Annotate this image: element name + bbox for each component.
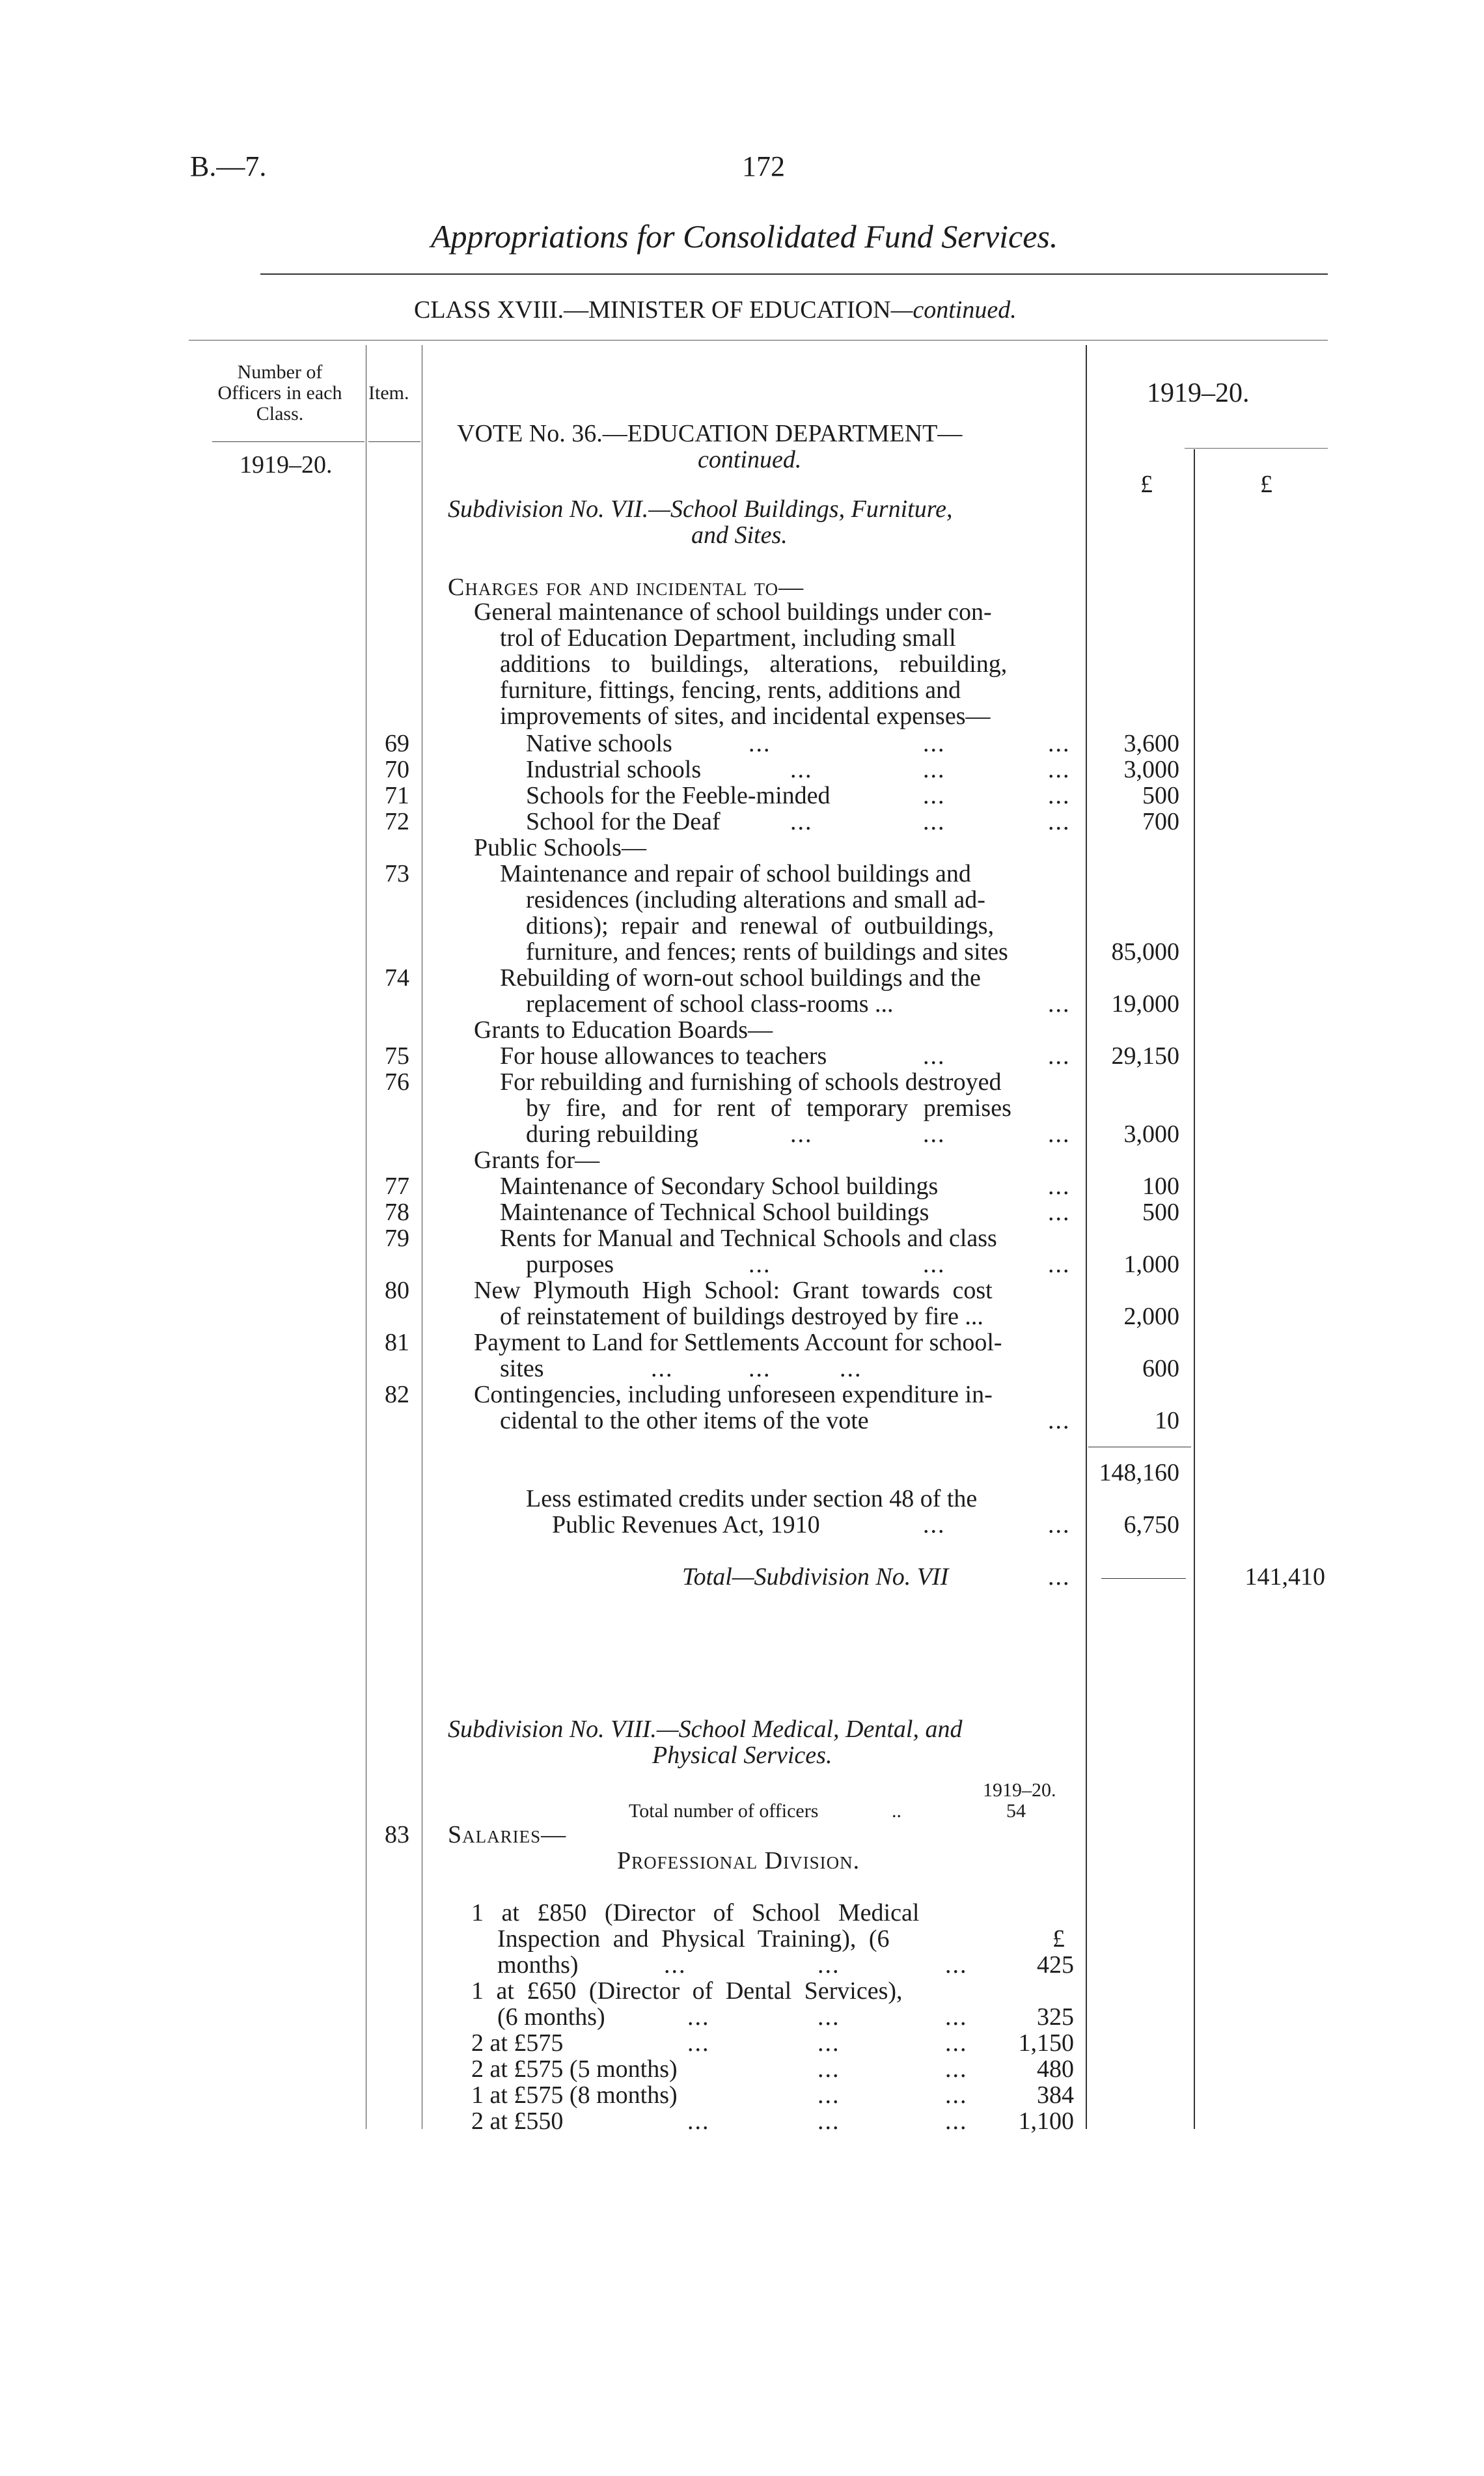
text-line: (6 months)	[497, 2003, 605, 2031]
text-line: improvements of sites, and incidental expenses—	[500, 702, 991, 730]
item-number: 71	[385, 782, 409, 809]
item-80-text	[474, 1277, 993, 1329]
leader-dots: ...	[818, 2107, 840, 2135]
officers-header-line: Class.	[256, 403, 304, 424]
text-line: Contingencies, including unforeseen expenditure in-	[474, 1381, 993, 1408]
leader-dots: ...	[923, 730, 946, 757]
item-amount: 700	[1142, 808, 1179, 835]
class-title	[414, 297, 1017, 323]
salary-amount: 1,150	[1018, 2029, 1074, 2057]
item-amount: 1,000	[1123, 1251, 1179, 1278]
item-label: For house allowances to teachers	[500, 1042, 827, 1070]
leader-dots: ...	[1048, 1563, 1071, 1591]
text-line: sites	[500, 1355, 544, 1382]
item-number: 78	[385, 1199, 409, 1226]
leader-dots: ...	[1048, 782, 1071, 809]
leader-dots: ...	[1048, 1251, 1071, 1278]
text-line: cidental to the other items of the vote	[500, 1407, 869, 1434]
leader-dots: ...	[818, 2029, 840, 2057]
item-number: 70	[385, 756, 409, 783]
public-schools-heading: Public Schools—	[474, 834, 646, 861]
salary-amount: 325	[1037, 2003, 1074, 2031]
item-amount: 500	[1142, 782, 1179, 809]
item-number: 81	[385, 1329, 409, 1356]
item-column-header: Item.	[368, 382, 409, 404]
item-label: Maintenance of Technical School buildings	[500, 1199, 929, 1226]
text-line: For rebuilding and furnishing of schools destroyed	[500, 1068, 1002, 1096]
leader-dots: ...	[687, 2107, 710, 2135]
leader-dots: ...	[1048, 756, 1071, 783]
text-line: by fire, and for rent of temporary premises	[526, 1094, 1011, 1122]
officers-total-dots: ..	[892, 1800, 901, 1822]
subdivision-7-total-label: Total—Subdivision No. VII	[682, 1563, 949, 1591]
professional-division-heading: Professional Division.	[617, 1847, 860, 1874]
item-amount: 19,000	[1111, 990, 1179, 1018]
leader-dots: ...	[1048, 1120, 1071, 1148]
salary-row-4: 2 at £575 (5 months)	[471, 2055, 678, 2083]
subdivision-7-heading: Subdivision No. VII.—School Buildings, Furniture,	[448, 495, 953, 523]
text-line: 1 at £850 (Director of School Medical	[471, 1899, 920, 1927]
text-line: Inspection and Physical Training), (6	[497, 1925, 890, 1953]
salary-row-3: 2 at £575	[471, 2029, 564, 2057]
item-number: 72	[385, 808, 409, 835]
less-credits-amount: 6,750	[1123, 1511, 1179, 1538]
item-73-text	[500, 861, 1008, 965]
leader-dots: ...	[818, 2055, 840, 2083]
leader-dots: ...	[923, 808, 946, 835]
item-number: 80	[385, 1277, 409, 1304]
text-line: Payment to Land for Settlements Account for school-	[474, 1329, 1002, 1356]
page-number: 172	[742, 150, 785, 182]
salaries-heading: Salaries—	[448, 1821, 567, 1848]
leader-dots: ...	[923, 1042, 946, 1070]
item-amount: 100	[1142, 1173, 1179, 1200]
header-rule-top	[260, 273, 1328, 275]
salary-amount: 384	[1037, 2081, 1074, 2109]
report-code: B.—7.	[190, 150, 267, 182]
leader-dots: ...	[749, 730, 771, 757]
leader-dots: ...	[749, 1355, 771, 1382]
item-number: 73	[385, 860, 409, 887]
officers-year: 1919–20.	[240, 451, 333, 479]
item-amount: 29,150	[1111, 1042, 1179, 1070]
item-number: 75	[385, 1042, 409, 1070]
item-header-rule	[368, 441, 420, 442]
amount-year-rule	[1185, 448, 1328, 449]
leader-dots: ...	[687, 2029, 710, 2057]
net-total-rule	[1101, 1578, 1186, 1579]
text-line: of reinstatement of buildings destroyed by fire ...	[500, 1303, 983, 1330]
salary-row-1	[471, 1900, 919, 1978]
amount-total-divider	[1194, 449, 1195, 2129]
text-line: additions to buildings, alterations, rebuilding,	[500, 650, 1008, 678]
item-number: 74	[385, 964, 409, 992]
leader-dots: ...	[945, 2029, 968, 2057]
officers-total-count: 54	[1006, 1800, 1026, 1822]
officers-header-line: Officers in each	[217, 382, 342, 404]
text-line: Public Revenues Act, 1910	[552, 1511, 820, 1538]
salary-row-5: 1 at £575 (8 months)	[471, 2081, 678, 2109]
leader-dots: ...	[923, 756, 946, 783]
item-label: Industrial schools	[526, 756, 702, 783]
item-label: Schools for the Feeble-minded	[526, 782, 831, 809]
gross-total-amount: 148,160	[1099, 1459, 1179, 1486]
leader-dots: ...	[790, 808, 813, 835]
grants-boards-heading: Grants to Education Boards—	[474, 1016, 773, 1044]
leader-dots: ...	[1048, 808, 1071, 835]
leader-dots: ...	[664, 1951, 687, 1979]
text-line: during rebuilding	[526, 1120, 698, 1148]
leader-dots: ...	[923, 1120, 946, 1148]
leader-dots: ...	[790, 1120, 813, 1148]
item-amount: 3,000	[1123, 1120, 1179, 1148]
subdivision-8-heading: Subdivision No. VIII.—School Medical, Dental, and	[448, 1716, 963, 1743]
leader-dots: ...	[1048, 1407, 1071, 1434]
leader-dots: ...	[923, 1511, 946, 1538]
item-amount: 2,000	[1123, 1303, 1179, 1330]
page-title: Appropriations for Consolidated Fund Services.	[431, 218, 1058, 255]
leader-dots: ...	[818, 2081, 840, 2109]
leader-dots: ...	[687, 2003, 710, 2031]
leader-dots: ...	[651, 1355, 674, 1382]
charges-heading: Charges for and incidental to—	[448, 574, 804, 601]
pound-column-2: £	[1260, 471, 1272, 498]
item-number: 79	[385, 1225, 409, 1252]
officers-total-label: Total number of officers	[629, 1800, 819, 1822]
leader-dots: ...	[945, 2081, 968, 2109]
text-line: ditions); repair and renewal of outbuildings,	[526, 912, 995, 939]
less-credits-text	[526, 1486, 977, 1538]
leader-dots: ...	[1048, 1199, 1071, 1226]
salary-amount: 1,100	[1018, 2107, 1074, 2135]
officers-column-header	[195, 362, 364, 424]
text-line: months)	[497, 1951, 579, 1979]
item-label: Native schools	[526, 730, 672, 757]
text-line: furniture, and fences; rents of buildings and sites	[526, 938, 1008, 966]
text-line: replacement of school class-rooms ...	[526, 990, 894, 1018]
leader-dots: ...	[923, 1251, 946, 1278]
item-amount: 3,600	[1123, 730, 1179, 757]
vote-continued: continued.	[698, 446, 802, 473]
leader-dots: ...	[1048, 1173, 1071, 1200]
text-line: furniture, fittings, fencing, rents, additions and	[500, 676, 961, 704]
item-label: Maintenance of Secondary School buildings	[500, 1173, 939, 1200]
leader-dots: ...	[790, 756, 813, 783]
officers-year-label: 1919–20.	[983, 1779, 1056, 1801]
leader-dots: ...	[749, 1251, 771, 1278]
subdivision-8-heading-2: Physical Services.	[652, 1742, 832, 1769]
text-amount-divider	[1086, 345, 1087, 2129]
grants-for-heading: Grants for—	[474, 1147, 600, 1174]
item-amount: 10	[1155, 1407, 1179, 1434]
item-number: 82	[385, 1381, 409, 1408]
subdivision-7-heading-2: and Sites.	[691, 522, 788, 549]
table-rule-top	[189, 340, 1328, 341]
item-number: 76	[385, 1068, 409, 1096]
pound-column-1: £	[1140, 471, 1153, 498]
text-line: Less estimated credits under section 48 of the	[526, 1485, 978, 1512]
salary-pound: £	[1052, 1925, 1065, 1953]
officers-header-rule	[212, 441, 364, 442]
item-81-text	[474, 1329, 1002, 1382]
text-line: residences (including alterations and small ad-	[526, 886, 985, 913]
leader-dots: ...	[923, 782, 946, 809]
item-amount: 85,000	[1111, 938, 1179, 966]
text-line: purposes	[526, 1251, 614, 1278]
text-line: New Plymouth High School: Grant towards cost	[474, 1277, 993, 1304]
leader-dots: ...	[1048, 1042, 1071, 1070]
leader-dots: ...	[840, 1355, 862, 1382]
salary-row-6: 2 at £550	[471, 2107, 564, 2135]
leader-dots: ...	[945, 1951, 968, 1979]
item-label: School for the Deaf	[526, 808, 721, 835]
text-line: Maintenance and repair of school buildings and	[500, 860, 971, 887]
class-title-continued: —continued.	[890, 296, 1017, 324]
leader-dots: ...	[1048, 990, 1071, 1018]
text-line: Rents for Manual and Technical Schools and class	[500, 1225, 997, 1252]
item-number: 77	[385, 1173, 409, 1200]
item-82-text	[474, 1382, 993, 1434]
text-line: trol of Education Department, including small	[500, 624, 956, 652]
salary-amount: 480	[1037, 2055, 1074, 2083]
item-amount: 500	[1142, 1199, 1179, 1226]
item-amount: 600	[1142, 1355, 1179, 1382]
leader-dots: ...	[818, 1951, 840, 1979]
salary-amount: 425	[1037, 1951, 1074, 1979]
leader-dots: ...	[818, 2003, 840, 2031]
subdivision-7-total-amount: 141,410	[1244, 1563, 1325, 1591]
vote-title: VOTE No. 36.—EDUCATION DEPARTMENT—	[457, 420, 963, 447]
text-line: Rebuilding of worn-out school buildings and the	[500, 964, 981, 992]
leader-dots: ...	[945, 2003, 968, 2031]
item-74-text	[500, 965, 981, 1017]
leader-dots: ...	[1048, 1511, 1071, 1538]
leader-dots: ...	[1048, 730, 1071, 757]
text-line: General maintenance of school buildings under con-	[474, 598, 992, 626]
general-maintenance-text	[474, 599, 1007, 729]
item-amount: 3,000	[1123, 756, 1179, 783]
officers-header-line: Number of	[237, 361, 323, 383]
leader-dots: ...	[945, 2107, 968, 2135]
amount-year: 1919–20.	[1147, 378, 1250, 408]
class-title-text: CLASS XVIII.—MINISTER OF EDUCATION	[414, 296, 891, 324]
text-line: 1 at £650 (Director of Dental Services),	[471, 1977, 903, 2005]
leader-dots: ...	[945, 2055, 968, 2083]
item-number: 69	[385, 730, 409, 757]
item-number: 83	[385, 1821, 409, 1848]
